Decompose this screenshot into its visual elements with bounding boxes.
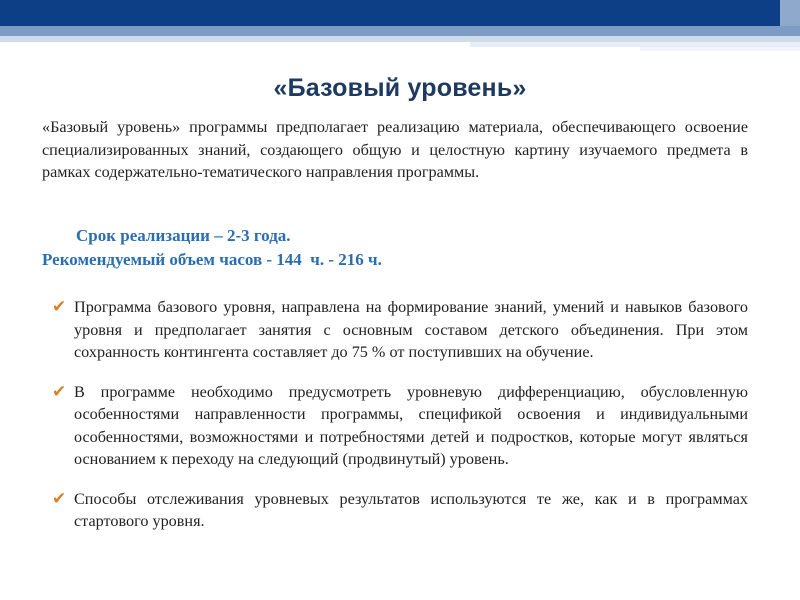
header-band-corner — [780, 0, 800, 26]
implementation-term: Срок реализации – 2-3 года. — [76, 226, 291, 245]
checkmark-icon: ✔ — [52, 297, 67, 317]
header-band-dark — [0, 0, 780, 26]
slide-title: «Базовый уровень» — [273, 74, 527, 102]
checkmark-icon: ✔ — [52, 381, 67, 402]
checkmark-icon: ✔ — [52, 488, 67, 509]
recommended-hours: Рекомендуемый объем часов - 144 ч. - 216 ч. — [42, 250, 382, 269]
bullet-item — [52, 296, 748, 364]
bullet-text: Способы отслеживания уровневых результатов используются те же, как и в программах стартового уровня. — [74, 489, 748, 530]
bullet-list — [52, 296, 748, 550]
header-band-step-small — [640, 47, 800, 51]
header-band-mid — [0, 26, 800, 36]
bullet-text: Программа базового уровня, направлена на формирование знаний, умений и навыков базового уровня и предполагает занятия с основным составом детского объединения. При этом сохранность контингента составляет до 75 % от поступивших на обучение. — [74, 298, 748, 361]
bullet-item — [52, 381, 748, 471]
intro-paragraph: «Базовый уровень» программы предполагает реализацию материала, обеспечивающего освоение специализированных знаний, создающего общую и целостную картину изучаемого предмета в рамках содержательно-тематического направления программы. — [42, 118, 748, 181]
bullet-text: В программе необходимо предусмотреть уровневую дифференциацию, обусловленную особенностями направленности программы, спецификой освоения и индивидуальными особенностями, возможностями и потребностями детей и подростков, которые могут являться основанием к переходу на следующий (продвинутый) уровень. — [74, 382, 748, 468]
bullet-item — [52, 488, 748, 533]
